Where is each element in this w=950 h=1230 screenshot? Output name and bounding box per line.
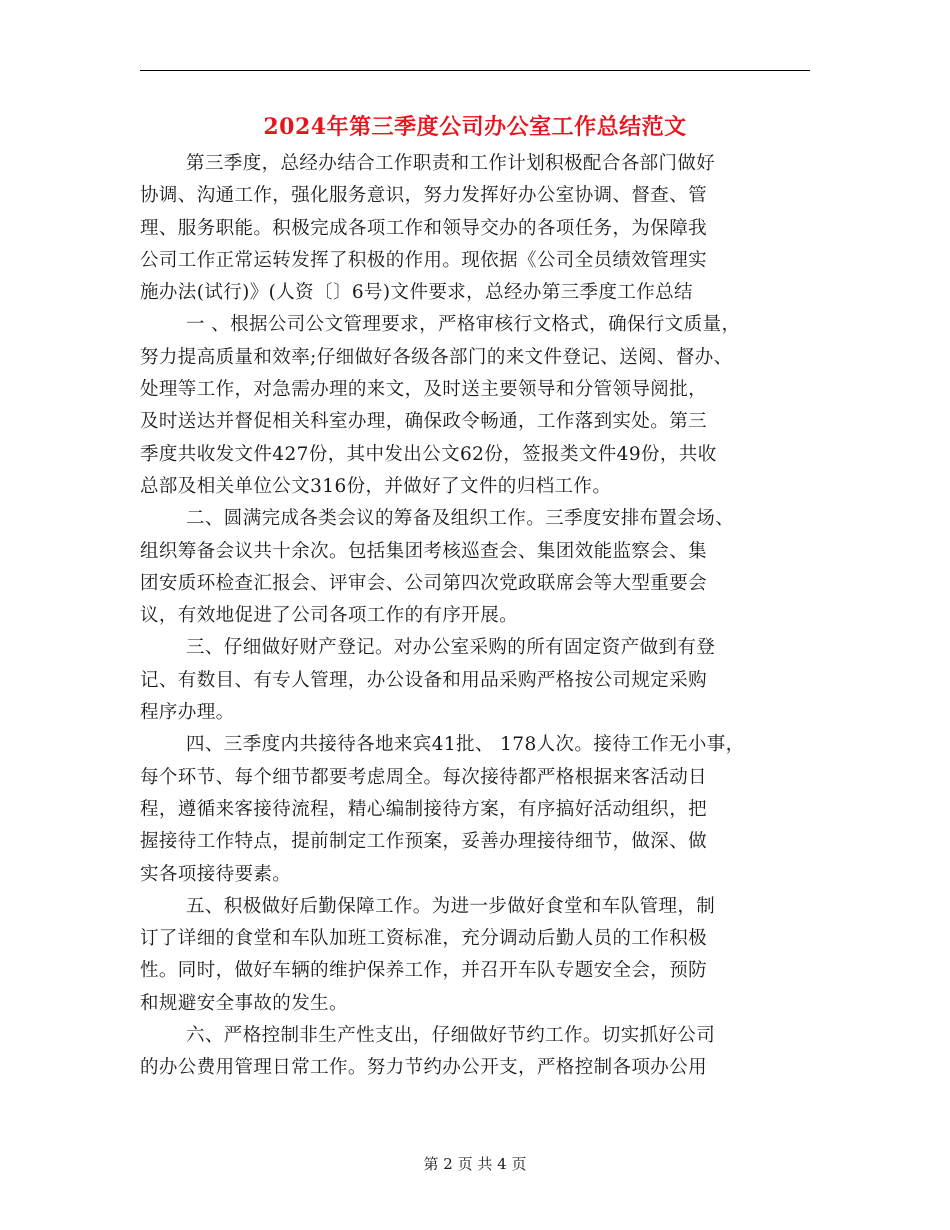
text-line: 二、圆满完成各类会议的筹备及组织工作。三季度安排布置会场、 xyxy=(186,508,735,530)
text-line: 记、有数目、有专人管理，办公设备和用品采购严格按公司规定采购 xyxy=(140,669,708,691)
text-line: 的办公费用管理日常工作。努力节约办公开支，严格控制各项办公用 xyxy=(140,1057,708,1079)
text-line: 订了详细的食堂和车队加班工资标准，充分调动后勤人员的工作积极 xyxy=(140,928,708,950)
text-line: 组织筹备会议共十余次。包括集团考核巡查会、集团效能监察会、集 xyxy=(140,540,708,562)
text-line: 实各项接待要素。 xyxy=(140,863,292,885)
text-line: 五、积极做好后勤保障工作。为进一步做好食堂和车队管理，制 xyxy=(186,895,716,917)
document-title: 2024年第三季度公司办公室工作总结范文 xyxy=(263,114,687,140)
text-line: 握接待工作特点，提前制定工作预案，妥善办理接待细节，做深、做 xyxy=(140,831,708,853)
text-line: 程，遵循来客接待流程，精心编制接待方案，有序搞好活动组织，把 xyxy=(140,798,708,820)
text-line: 努力提高质量和效率;仔细做好各级各部门的来文件登记、送阅、督办、 xyxy=(140,346,733,368)
header-rule xyxy=(140,70,810,71)
text-line: 季度共收发文件427份，其中发出公文62份，签报类文件49份，共收 xyxy=(140,443,717,465)
paragraph xyxy=(140,729,810,890)
text-line: 理、服务职能。积极完成各项工作和领导交办的各项任务，为保障我 xyxy=(140,217,708,239)
document-body xyxy=(140,148,810,1085)
text-line: 总部及相关单位公文316份，并做好了文件的归档工作。 xyxy=(140,475,612,497)
text-line: 一 、根据公司公文管理要求，严格审核行文格式，确保行文质量， xyxy=(186,314,741,336)
text-line: 协调、沟通工作，强化服务意识，努力发挥好办公室协调、督查、管 xyxy=(140,185,708,207)
text-line: 及时送达并督促相关科室办理，确保政令畅通，工作落到实处。第三 xyxy=(140,411,708,433)
paragraph xyxy=(140,309,810,503)
text-line: 议，有效地促进了公司各项工作的有序开展。 xyxy=(140,605,519,627)
text-line: 性。同时，做好车辆的维护保养工作，并召开车队专题安全会，预防 xyxy=(140,960,708,982)
page-footer: 第 2 页 共 4 页 xyxy=(423,1155,527,1173)
text-line: 和规避安全事故的发生。 xyxy=(140,992,348,1014)
paragraph xyxy=(140,632,810,729)
text-line: 程序办理。 xyxy=(140,702,235,724)
paragraph xyxy=(140,891,810,1020)
text-line: 四、三季度内共接待各地来宾41批、 178人次。接待工作无小事， xyxy=(186,734,745,756)
paragraph xyxy=(140,503,810,632)
text-line: 六、严格控制非生产性支出，仔细做好节约工作。切实抓好公司 xyxy=(186,1025,716,1047)
text-line: 处理等工作，对急需办理的来文，及时送主要领导和分管领导阅批， xyxy=(140,379,708,401)
text-line: 三、仔细做好财产登记。对办公室采购的所有固定资产做到有登 xyxy=(186,637,716,659)
paragraph xyxy=(140,1020,810,1085)
text-line: 公司工作正常运转发挥了积极的作用。现依据《公司全员绩效管理实 xyxy=(140,249,708,271)
paragraph xyxy=(140,148,810,309)
text-line: 每个环节、每个细节都要考虑周全。每次接待都严格根据来客活动日 xyxy=(140,766,708,788)
text-line: 团安质环检查汇报会、评审会、公司第四次党政联席会等大型重要会 xyxy=(140,572,708,594)
text-line: 第三季度，总经办结合工作职责和工作计划积极配合各部门做好 xyxy=(186,153,716,174)
text-line: 施办法(试行)》(人资〔〕6号)文件要求，总经办第三季度工作总结 xyxy=(140,282,693,304)
